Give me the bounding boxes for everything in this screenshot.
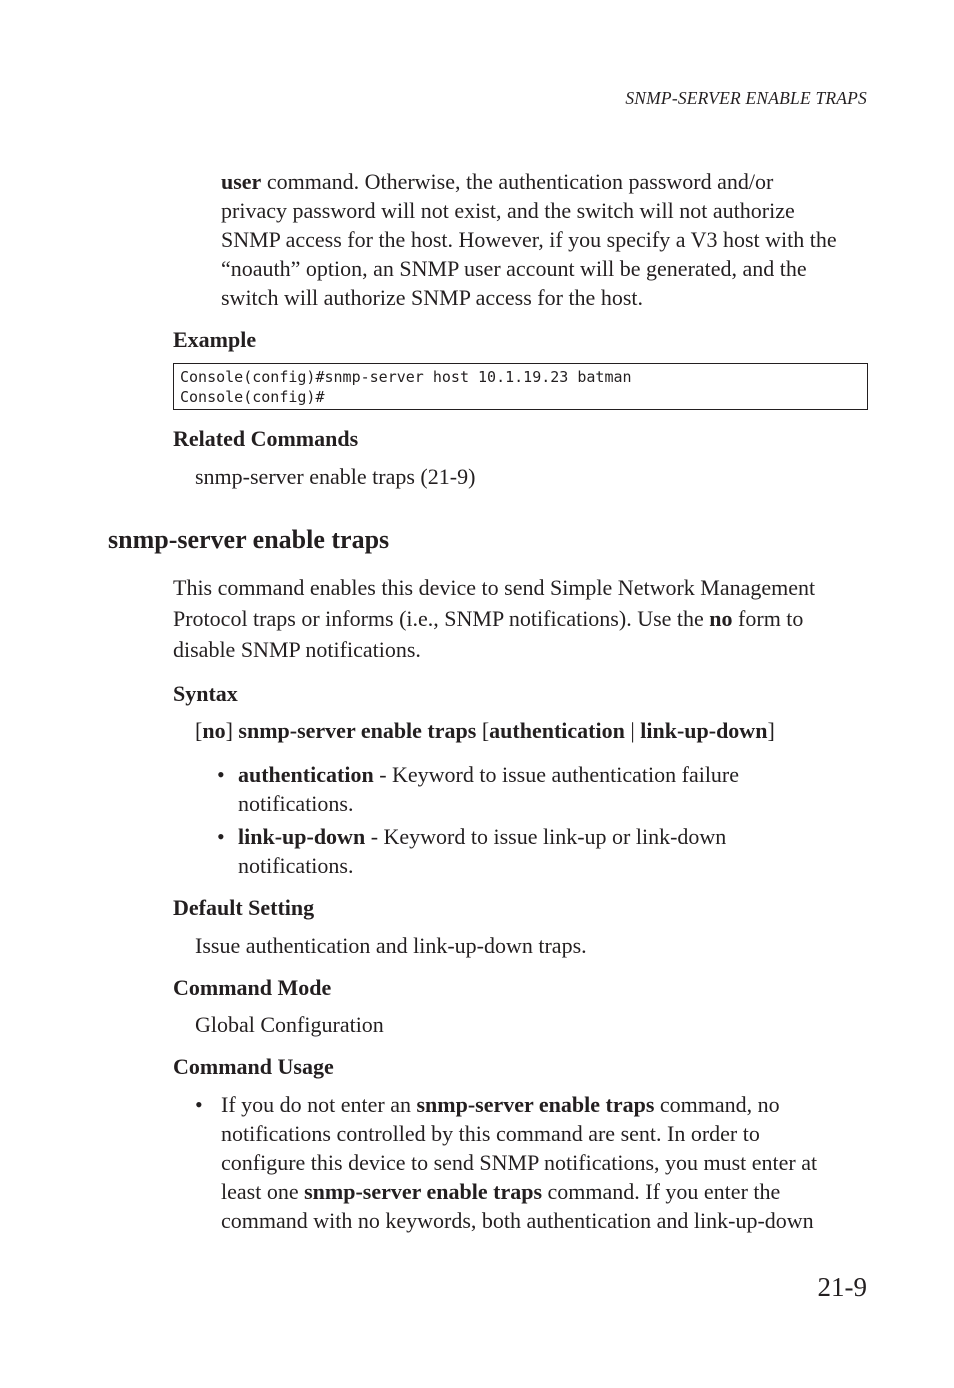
running-head: SNMP-SERVER ENABLE TRAPS bbox=[625, 88, 867, 108]
intro-line-5: switch will authorize SNMP access for the host. bbox=[221, 285, 643, 310]
default-setting-text: Issue authentication and link-up-down traps. bbox=[195, 933, 587, 958]
example-code-block bbox=[173, 363, 868, 410]
page-number: 21-9 bbox=[817, 1272, 867, 1302]
code-line: Console(config)#snmp-server host 10.1.19.23 batman bbox=[180, 368, 632, 386]
intro-line-4: “noauth” option, an SNMP user account will be generated, and the bbox=[221, 256, 807, 281]
syntax-bullet-link-up-down: link-up-down - Keyword to issue link-up or link-down notifications. bbox=[238, 824, 727, 878]
user-keyword: user bbox=[221, 169, 262, 194]
command-usage-heading: Command Usage bbox=[173, 1054, 334, 1079]
related-commands-heading: Related Commands bbox=[173, 426, 359, 451]
description-line-3: disable SNMP notifications. bbox=[173, 637, 421, 662]
section-description bbox=[173, 572, 873, 665]
syntax-bullet-authentication: authentication - Keyword to issue authentication failure notifications. bbox=[238, 762, 740, 816]
command-usage-paragraph: If you do not enter an snmp-server enable traps command, no notifications controlled by this command are sent. In order to configure this device to send SNMP notifications, you must enter at least one snmp-server enable traps command. If you enter the command with no keywords, both authentication and link-up-down bbox=[221, 1092, 818, 1233]
code-line: Console(config)# bbox=[180, 387, 325, 406]
intro-line-2: privacy password will not exist, and the switch will not authorize bbox=[221, 198, 795, 223]
intro-paragraph bbox=[221, 167, 881, 312]
related-command-link[interactable]: snmp-server enable traps (21-9) bbox=[195, 464, 476, 489]
intro-line-1: command. Otherwise, the authentication password and/or bbox=[261, 169, 774, 194]
section-title: snmp-server enable traps bbox=[108, 525, 390, 554]
no-keyword: no bbox=[709, 606, 733, 631]
bullet-marker: • bbox=[217, 762, 225, 787]
description-line-2: Protocol traps or informs (i.e., SNMP notifications). Use the no form to bbox=[173, 606, 804, 631]
intro-line-3: SNMP access for the host. However, if you specify a V3 host with the bbox=[221, 227, 837, 252]
command-mode-text: Global Configuration bbox=[195, 1012, 384, 1037]
command-mode-heading: Command Mode bbox=[173, 975, 332, 1000]
bullet-marker: • bbox=[195, 1092, 203, 1117]
description-line-1: This command enables this device to send Simple Network Management bbox=[173, 575, 816, 600]
syntax-line: [no] snmp-server enable traps [authentication | link-up-down] bbox=[195, 718, 775, 743]
syntax-heading: Syntax bbox=[173, 681, 238, 706]
example-heading: Example bbox=[173, 327, 257, 352]
bullet-marker: • bbox=[217, 824, 225, 849]
default-setting-heading: Default Setting bbox=[173, 895, 315, 920]
